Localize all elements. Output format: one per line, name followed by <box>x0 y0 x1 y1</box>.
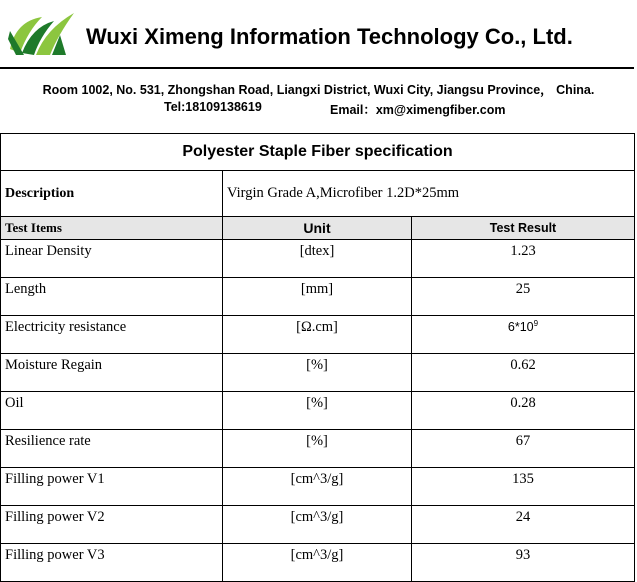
test-item: Linear Density <box>1 240 223 278</box>
test-item: Moisture Regain <box>1 354 223 392</box>
company-name: Wuxi Ximeng Information Technology Co., Ltd. <box>86 24 573 49</box>
test-result: 93 <box>412 544 635 582</box>
table-row <box>1 468 635 506</box>
test-unit: [cm^3/g] <box>223 506 412 544</box>
test-unit: [cm^3/g] <box>223 468 412 506</box>
test-item: Filling power V3 <box>1 544 223 582</box>
specification-table <box>0 133 635 582</box>
test-unit: [%] <box>223 392 412 430</box>
table-row <box>1 544 635 582</box>
table-row <box>1 278 635 316</box>
test-item: Length <box>1 278 223 316</box>
title-row <box>1 134 635 171</box>
test-result: 0.62 <box>412 354 635 392</box>
description-value: Virgin Grade A,Microfiber 1.2D*25mm <box>223 171 635 217</box>
test-unit: [%] <box>223 354 412 392</box>
column-header-items: Test Items <box>1 217 223 240</box>
telephone: Tel:18109138619 <box>164 100 262 114</box>
table-row <box>1 316 635 354</box>
test-result: 135 <box>412 468 635 506</box>
table-row <box>1 392 635 430</box>
test-item: Filling power V1 <box>1 468 223 506</box>
table-row <box>1 506 635 544</box>
test-result: 0.28 <box>412 392 635 430</box>
header-divider <box>0 67 634 69</box>
result-base: 6*10 <box>507 320 534 335</box>
description-label: Description <box>1 171 223 217</box>
test-result: 25 <box>412 278 635 316</box>
column-header-result: Test Result <box>412 217 635 240</box>
ximeng-leaf-logo-icon <box>6 9 78 57</box>
test-unit: [dtex] <box>223 240 412 278</box>
test-unit: [mm] <box>223 278 412 316</box>
table-row <box>1 354 635 392</box>
test-item: Oil <box>1 392 223 430</box>
column-header-row <box>1 217 635 240</box>
test-unit: [cm^3/g] <box>223 544 412 582</box>
table-row <box>1 240 635 278</box>
test-unit: [Ω.cm] <box>223 316 412 354</box>
company-address: Room 1002, No. 531, Zhongshan Road, Liangxi District, Wuxi City, Jiangsu Province， China. <box>42 83 595 97</box>
test-result: 67 <box>412 430 635 468</box>
test-unit: [%] <box>223 430 412 468</box>
result-exponent: 9 <box>533 319 539 328</box>
description-row <box>1 171 635 217</box>
letterhead <box>0 0 637 66</box>
table-row <box>1 430 635 468</box>
test-result: 1.23 <box>412 240 635 278</box>
column-header-unit: Unit <box>223 217 412 240</box>
test-item: Filling power V2 <box>1 506 223 544</box>
spec-title: Polyester Staple Fiber specification <box>1 134 635 171</box>
test-result <box>412 316 635 354</box>
test-item: Electricity resistance <box>1 316 223 354</box>
email-address: Email：xm@ximengfiber.com <box>330 103 506 117</box>
test-result: 24 <box>412 506 635 544</box>
test-item: Resilience rate <box>1 430 223 468</box>
